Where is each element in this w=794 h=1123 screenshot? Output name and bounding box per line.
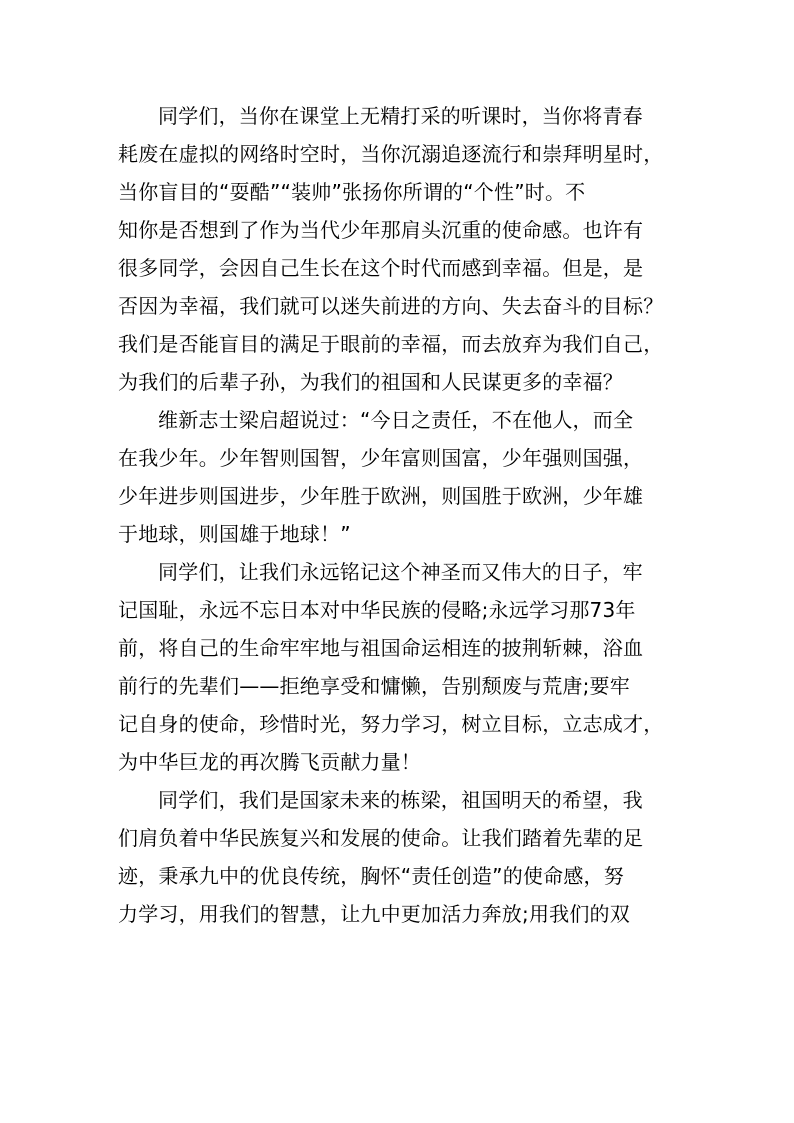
text-line: 于地球，则国雄于地球！” [118,522,351,546]
text-line: 为我们的后辈子孙，为我们的祖国和人民谋更多的幸福？ [118,370,623,394]
text-line: 记国耻，永远不忘日本对中华民族的侵略;永远学习那73年 [118,598,636,622]
text-line: 当你盲目的“耍酷”“装帅”张扬你所谓的“个性”时。不 [118,180,586,204]
document-body [118,97,698,933]
text-line: 很多同学，会因自己生长在这个时代而感到幸福。但是，是 [118,256,644,280]
text-line: 耗废在虚拟的网络时空时，当你沉溺追逐流行和崇拜明星时， [118,142,664,166]
text-line: 我们是否能盲目的满足于眼前的幸福，而去放弃为我们自己， [118,332,664,356]
text-line: 维新志士梁启超说过：“今日之责任，不在他人，而全 [158,408,634,432]
text-line: 记自身的使命，珍惜时光，努力学习，树立目标，立志成才， [118,712,664,736]
text-line: 们肩负着中华民族复兴和发展的使命。让我们踏着先辈的足 [118,826,644,850]
text-line: 否因为幸福，我们就可以迷失前进的方向、失去奋斗的目标？ [118,294,664,318]
text-line: 在我少年。少年智则国智，少年富则国富，少年强则国强， [118,446,644,470]
text-line: 同学们，让我们永远铭记这个神圣而又伟大的日子，牢 [158,560,643,584]
text-line: 同学们，我们是国家未来的栋梁，祖国明天的希望，我 [158,788,643,812]
text-line: 力学习，用我们的智慧，让九中更加活力奔放;用我们的双 [118,902,630,926]
text-line: 前，将自己的生命牢牢地与祖国命运相连的披荆斩棘，浴血 [118,636,644,660]
text-line: 迹，秉承九中的优良传统，胸怀“责任创造”的使命感，努 [118,864,624,888]
text-line: 知你是否想到了作为当代少年那肩头沉重的使命感。也许有 [118,218,644,242]
text-line: 少年进步则国进步，少年胜于欧洲，则国胜于欧洲，少年雄 [118,484,644,508]
text-line: 为中华巨龙的再次腾飞贡献力量！ [118,750,421,774]
text-line: 同学们，当你在课堂上无精打采的听课时，当你将青春 [158,104,643,128]
text-line: 前行的先辈们——拒绝享受和慵懒，告别颓废与荒唐;要牢 [118,674,630,698]
